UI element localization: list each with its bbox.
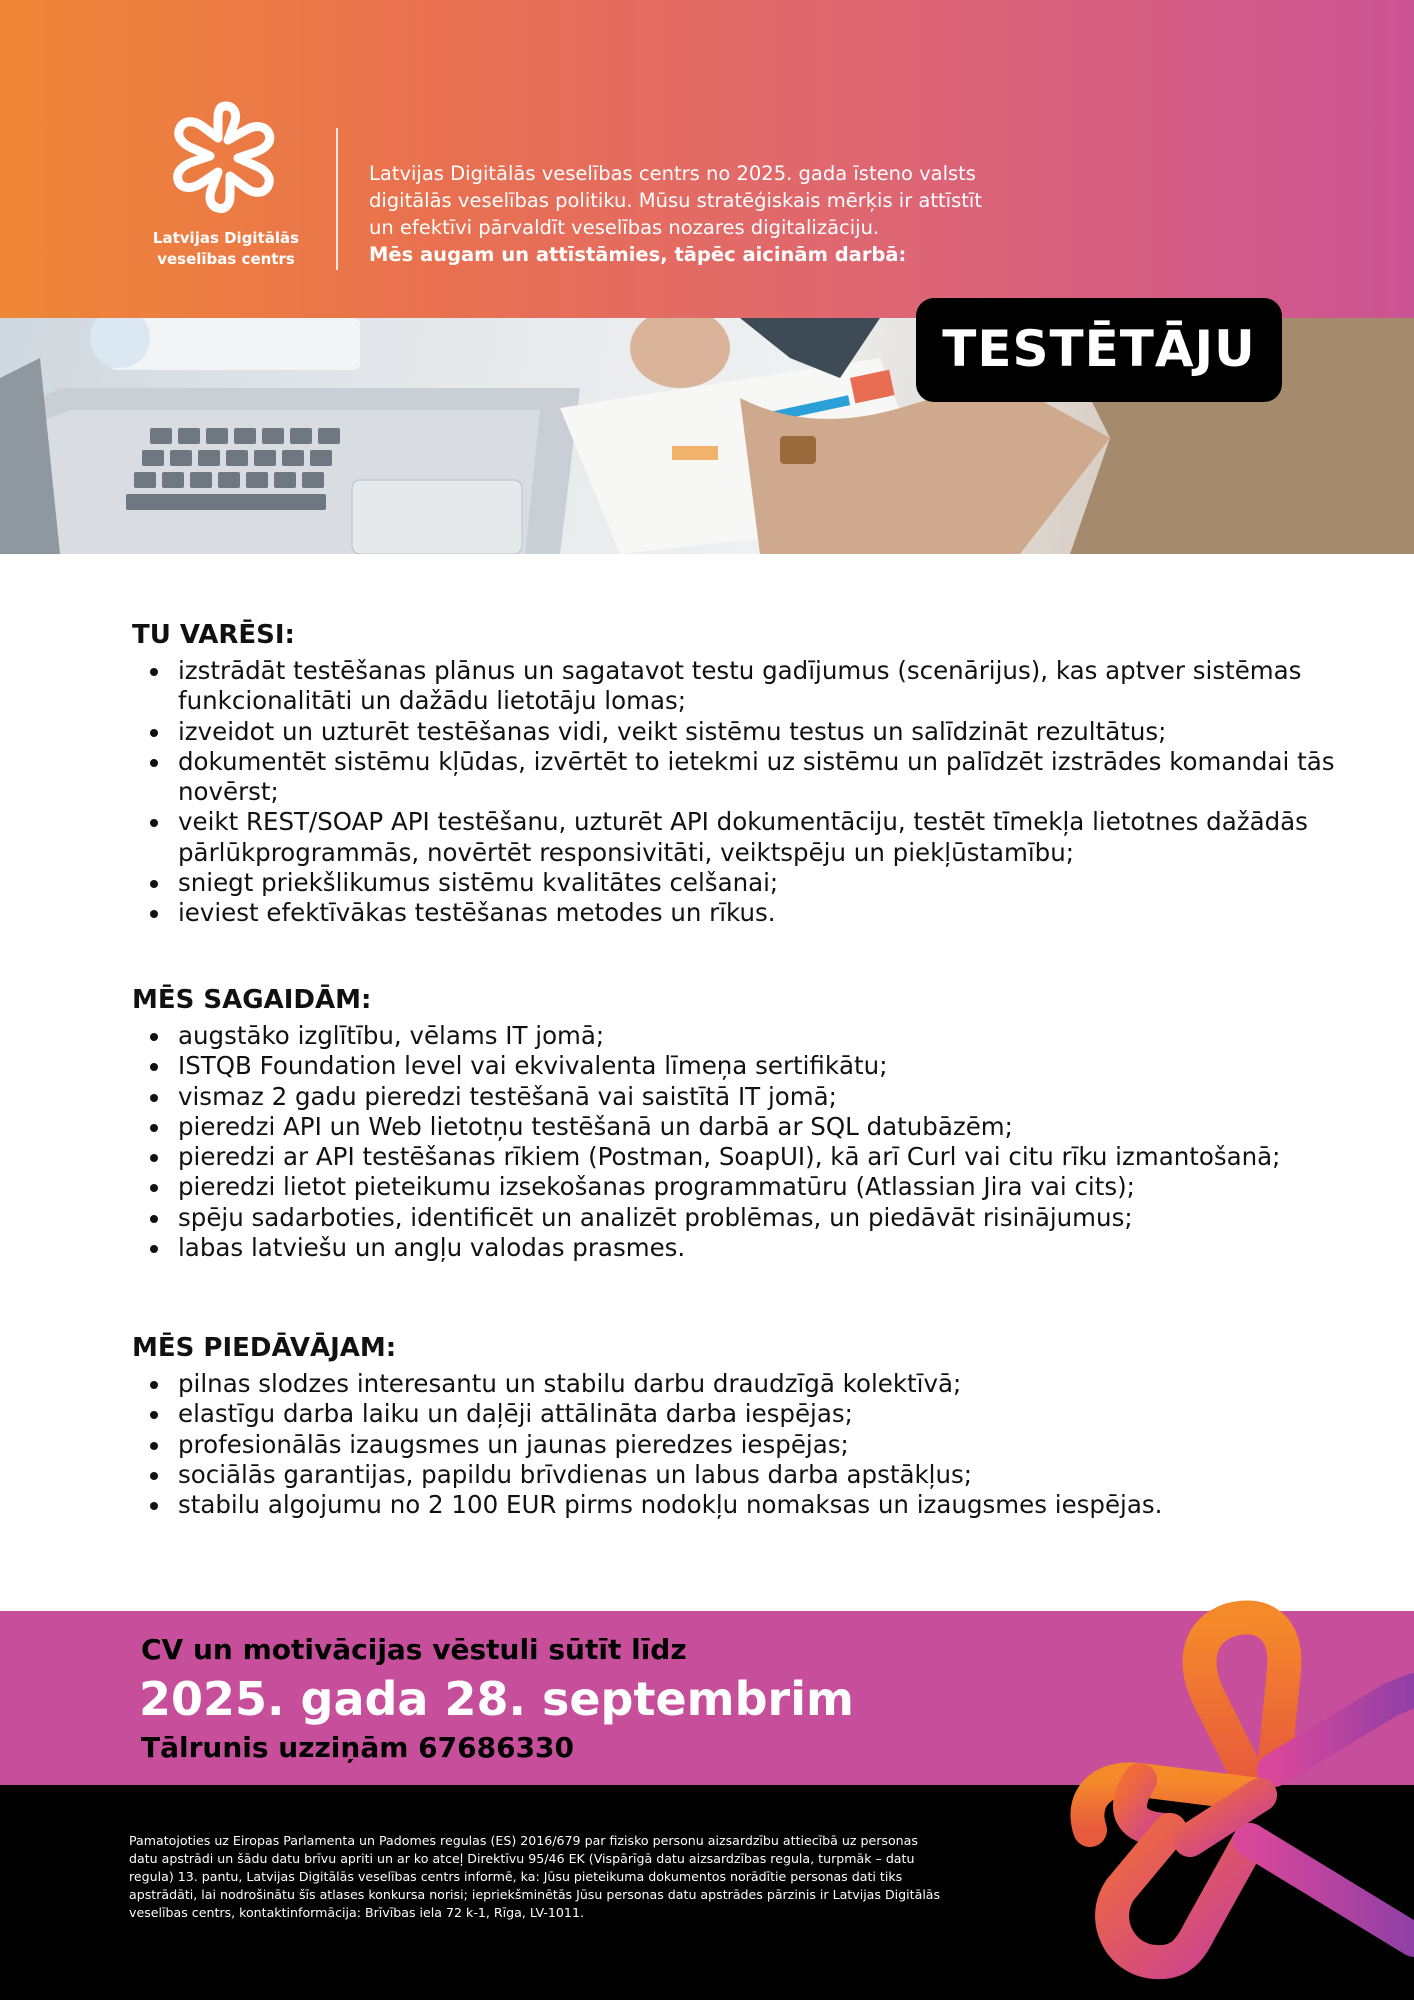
section-heading: TU VARĒSI: xyxy=(132,620,295,650)
privacy-line-1: Pamatojoties uz Eiropas Parlamenta un Padomes regulas (ES) 2016/679 par fizisko personu aizsardzību attiecībā uz personas xyxy=(129,1833,918,1848)
privacy-line-2: datu apstrādi un šādu datu brīvu apriti un ar ko atceļ Direktīvu 95/46 EK (Vispārīgā datu aizsardzības regula, turpmāk – datu xyxy=(129,1851,915,1866)
privacy-line-5: veselības centrs, kontaktinformācija: Brīvības iela 72 k-1, Rīga, LV-1011. xyxy=(129,1905,584,1920)
section-offer xyxy=(132,1331,1352,1520)
header-cta: Mēs augam un attīstāmies, tāpēc aicinām darbā: xyxy=(369,243,907,266)
list-item: pieredzi ar API testēšanas rīkiem (Postman, SoapUI), kā arī Curl vai citu rīku izmantošanā; xyxy=(178,1142,1352,1172)
list-item: sociālās garantijas, papildu brīvdienas un labus darba apstākļus; xyxy=(178,1460,1352,1490)
list-item: vismaz 2 gadu pieredzi testēšanā vai saistītā IT jomā; xyxy=(178,1082,1352,1112)
list-item: stabilu algojumu no 2 100 EUR pirms nodokļu nomaksas un izaugsmes iespējas. xyxy=(178,1490,1352,1520)
header-divider xyxy=(336,128,338,270)
privacy-line-4: apstrādāti, lai nodrošinātu šīs atlases konkursa norisi; iepriekšminētās Jūsu personas datu apstrādes pārzinis ir Latvijas Digitālās xyxy=(129,1887,941,1902)
list-item: izveidot un uzturēt testēšanas vidi, veikt sistēmu testus un salīdzināt rezultātus; xyxy=(178,717,1352,747)
section-requirements xyxy=(132,983,1352,1263)
list-item: ISTQB Foundation level vai ekvivalenta līmeņa sertifikātu; xyxy=(178,1051,1352,1081)
logo-line2: veselības centrs xyxy=(157,250,295,268)
section-duties xyxy=(132,618,1352,929)
contact-phone: Tālrunis uzziņām 67686330 xyxy=(141,1731,575,1764)
privacy-notice xyxy=(129,1832,1049,1922)
header-intro xyxy=(369,160,1069,241)
list-item: elastīgu darba laiku un daļēji attālināta darba iespējas; xyxy=(178,1399,1352,1429)
list-item: veikt REST/SOAP API testēšanu, uzturēt API dokumentāciju, testēt tīmekļa lietotnes dažādās pārlūkprogrammās, novērtēt responsivitāti, veiktspēju un piekļūstamību; xyxy=(178,807,1352,868)
asterisk-logo-icon xyxy=(168,96,284,216)
logo-line1: Latvijas Digitālās xyxy=(152,229,300,247)
list-item: labas latviešu un angļu valodas prasmes. xyxy=(178,1233,1352,1263)
intro-line-2: digitālās veselības politiku. Mūsu stratēģiskais mērķis ir attīstīt xyxy=(369,189,982,212)
intro-line-3: un efektīvi pārvaldīt veselības nozares digitalizāciju. xyxy=(369,216,880,239)
requirements-list xyxy=(132,1021,1352,1263)
list-item: augstāko izglītību, vēlams IT jomā; xyxy=(178,1021,1352,1051)
banner-instruction: CV un motivācijas vēstuli sūtīt līdz xyxy=(141,1633,687,1666)
list-item: izstrādāt testēšanas plānus un sagatavot testu gadījumus (scenārijus), kas aptver sistēmas funkcionalitāti un dažādu lietotāju lomas; xyxy=(178,656,1352,717)
logo-name xyxy=(140,228,312,270)
application-deadline: 2025. gada 28. septembrim xyxy=(139,1672,854,1726)
list-item: profesionālās izaugsmes un jaunas pieredzes iespējas; xyxy=(178,1430,1352,1460)
section-heading: MĒS SAGAIDĀM: xyxy=(132,985,372,1015)
intro-line-1: Latvijas Digitālās veselības centrs no 2025. gada īsteno valsts xyxy=(369,162,976,185)
position-title: TESTĒTĀJU xyxy=(942,320,1256,378)
duties-list xyxy=(132,656,1352,929)
list-item: pieredzi API un Web lietotņu testēšanā un darbā ar SQL datubāzēm; xyxy=(178,1112,1352,1142)
list-item: dokumentēt sistēmu kļūdas, izvērtēt to ietekmi uz sistēmu un palīdzēt izstrādes komandai tās novērst; xyxy=(178,747,1352,808)
privacy-line-3: regula) 13. pantu, Latvijas Digitālās veselības centrs informē, ka: Jūsu pieteikuma dokumentos norādītie personas dati tiks xyxy=(129,1869,903,1884)
list-item: pieredzi lietot pieteikumu izsekošanas programmatūru (Atlassian Jira vai cits); xyxy=(178,1172,1352,1202)
offer-list xyxy=(132,1369,1352,1520)
list-item: pilnas slodzes interesantu un stabilu darbu draudzīgā kolektīvā; xyxy=(178,1369,1352,1399)
list-item: sniegt priekšlikumus sistēmu kvalitātes celšanai; xyxy=(178,868,1352,898)
section-heading: MĒS PIEDĀVĀJAM: xyxy=(132,1333,397,1363)
list-item: spēju sadarboties, identificēt un analizēt problēmas, un piedāvāt risinājumus; xyxy=(178,1203,1352,1233)
list-item: ieviest efektīvākas testēšanas metodes un rīkus. xyxy=(178,898,1352,928)
large-gradient-asterisk-icon xyxy=(1060,1580,1414,2000)
